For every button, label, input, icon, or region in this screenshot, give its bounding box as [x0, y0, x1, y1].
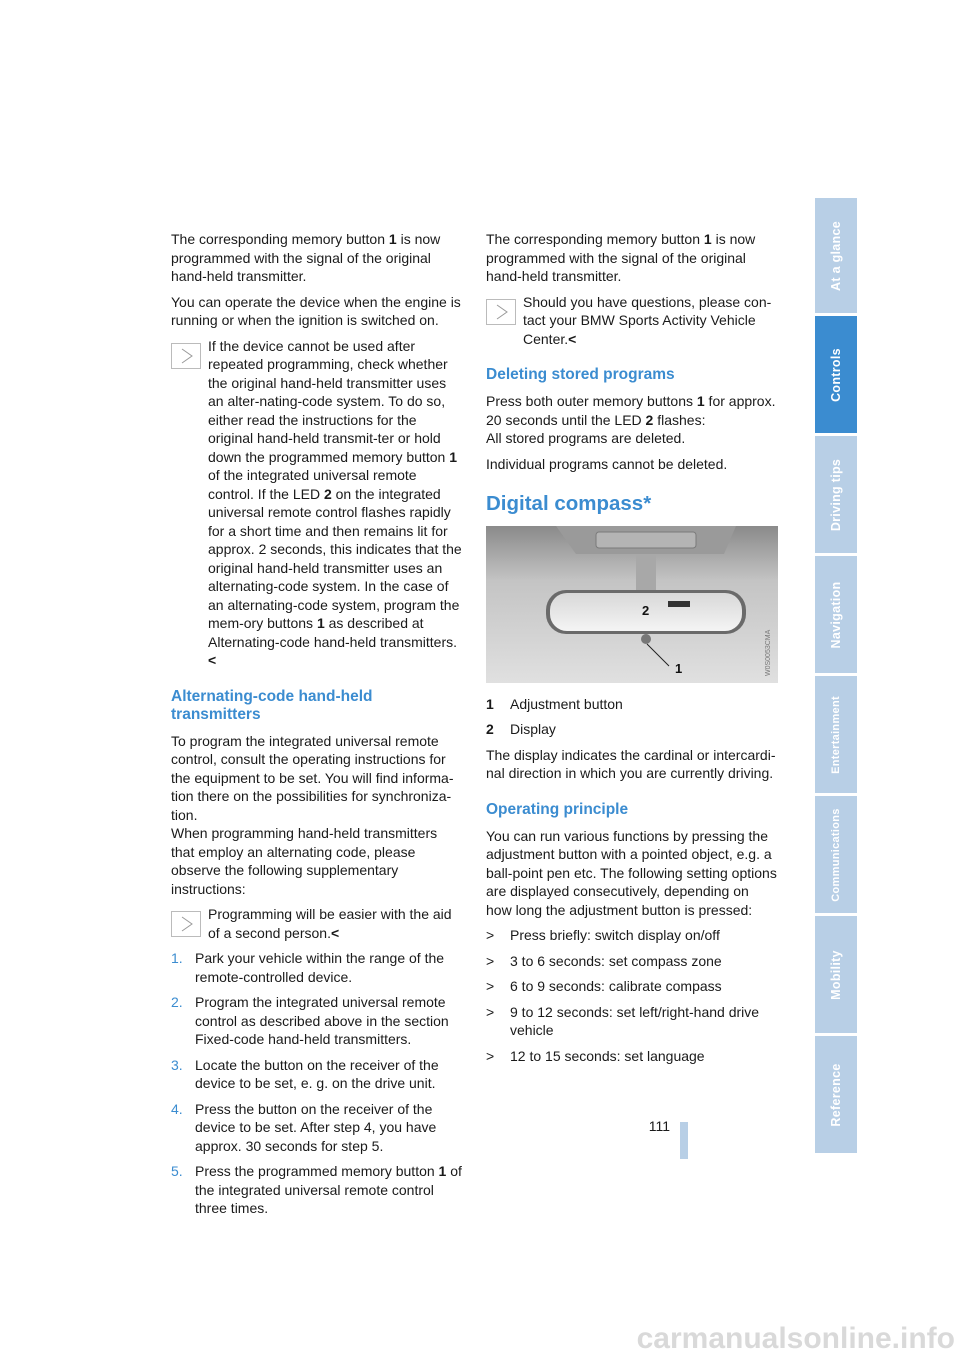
note-block: If the device cannot be used after repeated programming, check whether the original hand-held transmitter uses an alter-nating-code system. To do so, either read the instructions for the original hand-held transmit-ter or hold down the programmed memory button 1 of the integrated universal remote control. If the LED 2 on the integrated universal remote control flashes rapidly for a short time and then remains lit for approx. 2 seconds, this indicates that the original hand-held transmitter uses an alternating-code system. In the case of an alternating-code system, program the mem-ory buttons 1 as described at Alternating-code hand-held transmitters.<	[171, 337, 463, 670]
paragraph: The corresponding memory button 1 is now programmed with the signal of the original hand-held transmitter.	[486, 231, 756, 284]
section-heading-deleting: Deleting stored programs	[486, 366, 675, 383]
figure-label-1: 1	[675, 660, 683, 676]
paragraph: Individual programs cannot be deleted.	[486, 455, 728, 472]
paragraph: The corresponding memory button 1 is now programmed with the signal of the original hand-held transmitter.	[171, 231, 441, 284]
paragraph: You can operate the device when the engine is running or when the ignition is switched on.	[171, 293, 461, 328]
paragraph: All stored programs are deleted.	[486, 430, 686, 446]
list-item: > Press briefly: switch display on/off	[486, 927, 720, 943]
compass-display	[668, 601, 690, 607]
paragraph: You can run various functions by pressing the adjustment button with a pointed object, e.g. a ball-point pen etc. The following setting options are displayed consecutively, depending on how long the adjustment button is pressed:	[486, 827, 777, 918]
right-column	[486, 230, 778, 1072]
list-item: 4. Press the button on the receiver of the device to be set. After step 4, you have approx. 30 seconds for step 5.	[171, 1100, 437, 1154]
tab-at-a-glance[interactable]: At a glance	[815, 198, 857, 313]
list-item: > 3 to 6 seconds: set compass zone	[486, 952, 722, 969]
list-item: 3. Locate the button on the receiver of the device to be set, e. g. on the drive unit.	[171, 1056, 439, 1091]
watermark	[0, 1318, 960, 1358]
end-mark: <	[208, 652, 217, 668]
tab-controls[interactable]: Controls	[815, 316, 857, 433]
end-mark: <	[568, 330, 577, 347]
adjustment-button	[641, 634, 651, 644]
note-arrow-icon	[486, 299, 516, 325]
legend-item: 2 Display	[486, 721, 556, 737]
section-heading-digital-compass: Digital compass*	[486, 492, 652, 515]
list-item: 1. Park your vehicle within the range of the remote-controlled device.	[171, 950, 445, 985]
list-item: 5. Press the programmed memory button 1 of the integrated universal remote control three times.	[171, 1163, 462, 1216]
note-block: Programming will be easier with the aid of a second person.<	[171, 905, 463, 942]
figure-label-2: 2	[642, 602, 650, 618]
note-arrow-icon	[171, 343, 201, 369]
tab-reference[interactable]: Reference	[815, 1036, 857, 1153]
left-column	[171, 230, 463, 1225]
note-block: Should you have questions, please con-tact your BMW Sports Activity Vehicle Center.<	[486, 293, 778, 349]
note-arrow-icon	[171, 911, 201, 937]
section-tabs	[815, 198, 857, 1156]
figure-code: W0S0053CMA	[765, 629, 772, 676]
tab-mobility[interactable]: Mobility	[815, 916, 857, 1033]
list-item: > 6 to 9 seconds: calibrate compass	[486, 978, 722, 994]
end-mark: <	[330, 924, 340, 941]
compass-mirror-figure	[486, 526, 778, 683]
tab-navigation[interactable]: Navigation	[815, 556, 857, 673]
paragraph: To program the integrated universal remote control, consult the operating instructions for the equipment to be set. You will find informa-tion there on the possibilities for synchroniza-tion.	[171, 732, 454, 823]
svg-text:carmanualsonline.info: carmanualsonline.info	[636, 1322, 955, 1355]
paragraph: The display indicates the cardinal or intercardi-nal direction in which you are currently driving.	[486, 746, 776, 781]
steps-list	[171, 949, 463, 1218]
tab-driving-tips[interactable]: Driving tips	[815, 436, 857, 553]
section-heading-alternating-code: Alternating-code hand-held transmitters	[171, 687, 373, 723]
section-heading-operating-principle: Operating principle	[486, 800, 629, 818]
list-item: 2. Program the integrated universal remote control as described above in the section Fixed-code hand-held transmitters.	[171, 994, 449, 1047]
tab-entertainment[interactable]: Entertainment	[815, 676, 857, 793]
page-number: 111	[648, 1118, 670, 1134]
options-list	[486, 926, 778, 1065]
tab-communications[interactable]: Communications	[815, 796, 857, 913]
page-marker	[680, 1122, 688, 1159]
list-item: > 12 to 15 seconds: set language	[486, 1047, 705, 1064]
paragraph: Press both outer memory buttons 1 for approx. 20 seconds until the LED 2 flashes:	[486, 393, 776, 428]
list-item: > 9 to 12 seconds: set left/right-hand drive vehicle	[486, 1003, 760, 1038]
paragraph: When programming hand-held transmitters that employ an alternating code, please observe the following supplementary instructions:	[171, 825, 438, 897]
legend-item: 1 Adjustment button	[486, 695, 623, 712]
